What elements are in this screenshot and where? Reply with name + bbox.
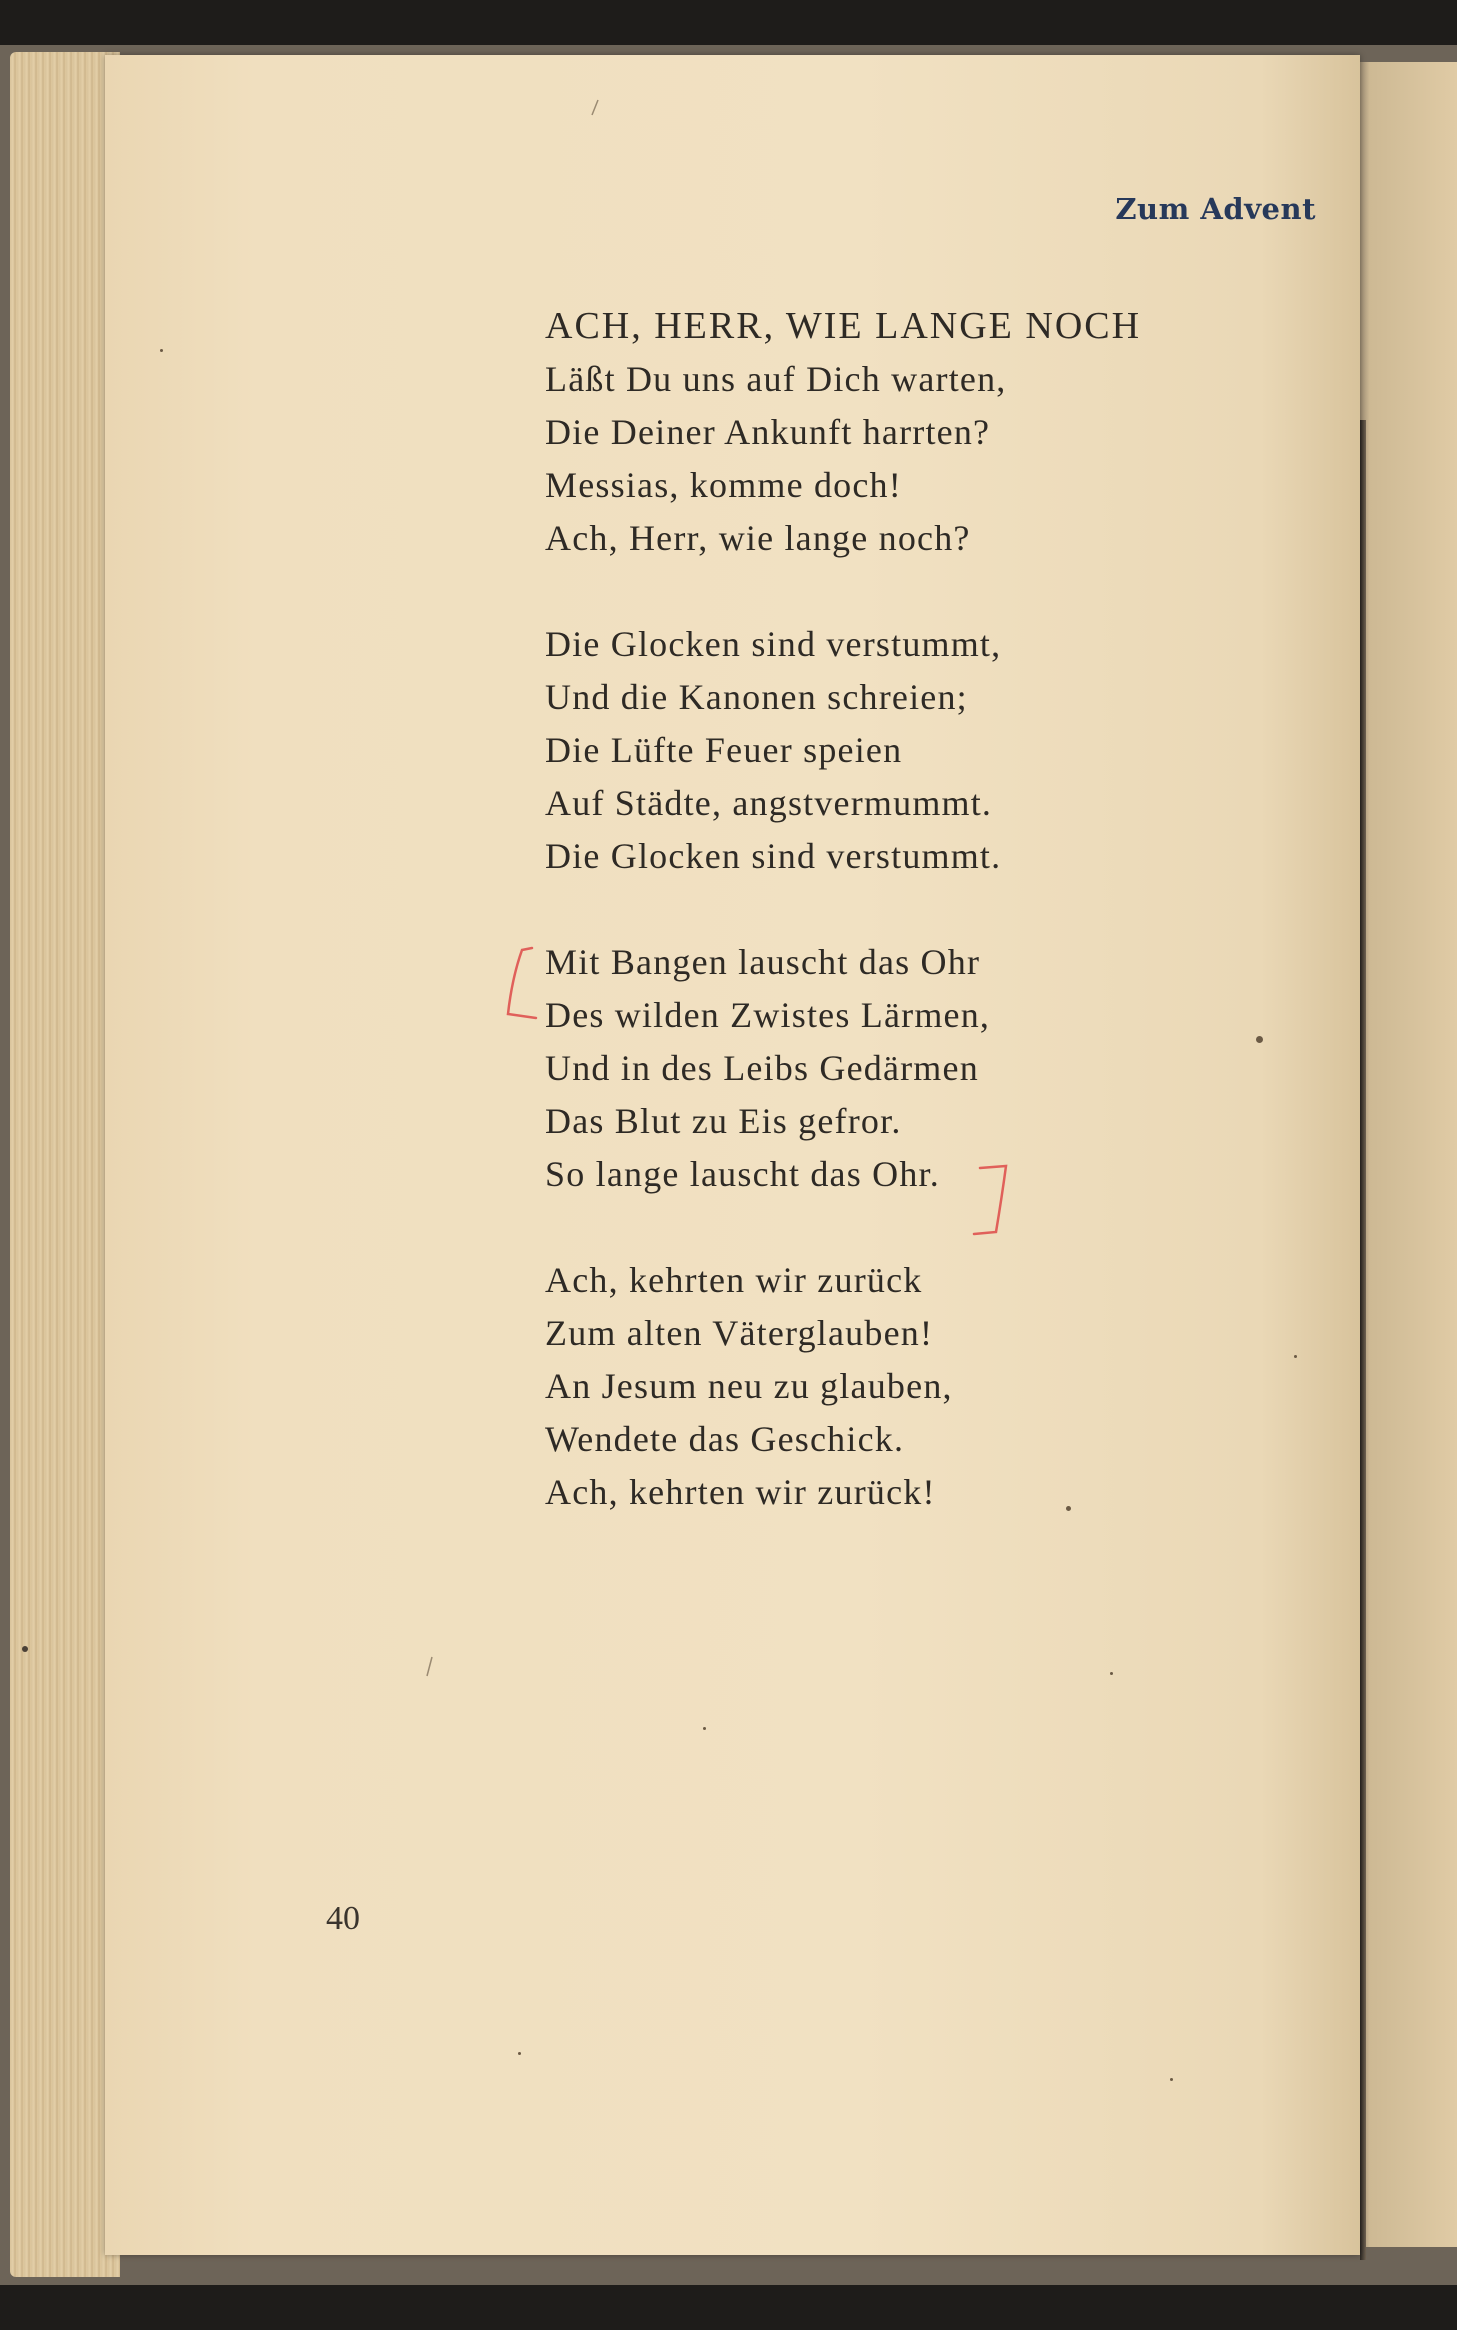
paper-speck <box>22 1646 28 1652</box>
poem-line: Und in des Leibs Gedärmen <box>545 1048 979 1088</box>
page-number: 40 <box>326 1900 360 1937</box>
poem-line: Das Blut zu Eis gefror. <box>545 1101 902 1141</box>
paper-speck <box>518 2052 521 2055</box>
poem-line: Des wilden Zwistes Lärmen, <box>545 995 991 1035</box>
paper-speck <box>1294 1355 1297 1358</box>
stanza-4 <box>545 1254 1305 1519</box>
poem-line: Die Glocken sind verstummt. <box>545 836 1002 876</box>
facing-page <box>1360 62 1457 2247</box>
poem-line: Messias, komme doch! <box>545 465 902 505</box>
paper-scratch-icon <box>422 1655 436 1679</box>
poem <box>545 300 1305 1572</box>
poem-line: Ach, Herr, wie lange noch? <box>545 518 971 558</box>
gutter-shadow <box>1360 420 1366 2260</box>
paper-speck <box>1066 1506 1071 1511</box>
poem-line: Ach, kehrten wir zurück <box>545 1260 923 1300</box>
running-head: Zum Advent <box>1115 192 1316 226</box>
poem-line: Wendete das Geschick. <box>545 1419 905 1459</box>
paper-speck <box>1256 1036 1263 1043</box>
paper-scratch-icon <box>588 98 602 118</box>
stanza-2 <box>545 618 1305 883</box>
paper-speck <box>1110 1672 1113 1675</box>
stanza-1 <box>545 300 1305 565</box>
poem-title-line: ACH, HERR, WIE LANGE NOCH <box>545 305 1142 347</box>
poem-line: Die Lüfte Feuer speien <box>545 730 903 770</box>
poem-line: Zum alten Väterglauben! <box>545 1313 934 1353</box>
poem-line: So lange lauscht das Ohr. <box>545 1154 940 1194</box>
paper-speck <box>703 1727 706 1730</box>
page-edges <box>10 52 120 2277</box>
paper-speck <box>160 349 163 352</box>
poem-line: Die Deiner Ankunft harrten? <box>545 412 991 452</box>
pencil-bracket-close-icon <box>972 1160 1012 1240</box>
poem-line: Läßt Du uns auf Dich warten, <box>545 359 1007 399</box>
poem-line: An Jesum neu zu glauben, <box>545 1366 953 1406</box>
paper-speck <box>1170 2078 1173 2081</box>
poem-line: Mit Bangen lauscht das Ohr <box>545 942 981 982</box>
poem-line: Und die Kanonen schreien; <box>545 677 968 717</box>
pencil-bracket-open-icon <box>498 944 538 1024</box>
poem-line: Ach, kehrten wir zurück! <box>545 1472 936 1512</box>
poem-line: Auf Städte, angstvermummt. <box>545 783 993 823</box>
poem-line: Die Glocken sind verstummt, <box>545 624 1002 664</box>
stanza-3 <box>545 936 1305 1201</box>
